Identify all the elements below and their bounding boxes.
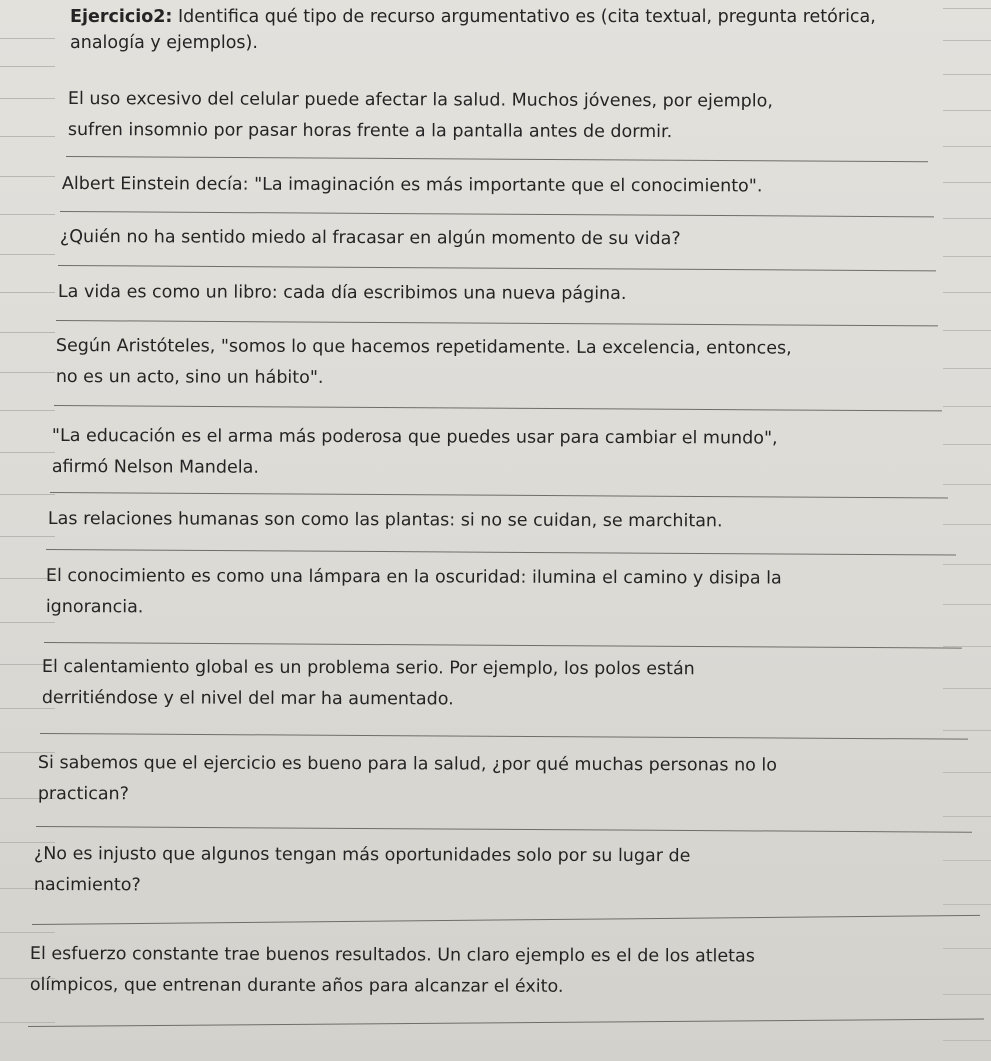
item-text-line: sufren insomnio por pasar horas frente a la pantalla antes de dormir. bbox=[67, 119, 673, 143]
exercise-item bbox=[46, 561, 782, 626]
answer-line[interactable] bbox=[58, 265, 936, 271]
answer-line[interactable] bbox=[32, 915, 980, 925]
item-text-line: olímpicos, que entrenan durante años para alcanzar el éxito. bbox=[29, 974, 564, 997]
answer-line[interactable] bbox=[60, 211, 934, 217]
item-text-line: nacimiento? bbox=[33, 874, 141, 896]
item-text-line: ¿Quién no ha sentido miedo al fracasar en algún momento de su vida? bbox=[59, 226, 681, 250]
exercise-item bbox=[56, 331, 792, 396]
item-text-line: practican? bbox=[37, 783, 129, 805]
answer-line[interactable] bbox=[66, 156, 928, 162]
item-text-line: Si sabemos que el ejercicio es bueno para la salud, ¿por qué muchas personas no lo bbox=[37, 753, 778, 776]
exercise-item bbox=[38, 748, 777, 813]
answer-line[interactable] bbox=[46, 549, 956, 556]
item-text-line: derritiéndose y el nivel del mar ha aumentado. bbox=[41, 687, 454, 710]
exercise-item bbox=[34, 839, 691, 903]
answer-line[interactable] bbox=[50, 492, 948, 498]
exercise-header bbox=[70, 4, 950, 56]
answer-line[interactable] bbox=[44, 642, 962, 649]
exercise-item bbox=[30, 939, 755, 1004]
answer-line[interactable] bbox=[36, 826, 972, 833]
exercise-item bbox=[52, 421, 778, 486]
exercise-item bbox=[68, 84, 773, 148]
item-text-line: Según Aristóteles, "somos lo que hacemos repetidamente. La excelencia, entonces, bbox=[55, 335, 792, 359]
exercise-item bbox=[62, 169, 763, 202]
exercise-item bbox=[58, 277, 627, 310]
item-text-line: Albert Einstein decía: "La imaginación es más importante que el conocimiento". bbox=[61, 173, 763, 197]
item-text-line: El esfuerzo constante trae buenos resultados. Un claro ejemplo es el de los atletas bbox=[29, 944, 755, 967]
answer-line[interactable] bbox=[40, 733, 968, 740]
right-edge-lines bbox=[931, 0, 991, 1061]
answer-line[interactable] bbox=[28, 1018, 984, 1027]
item-text-line: Las relaciones humanas son como las plantas: si no se cuidan, se marchitan. bbox=[47, 508, 723, 532]
item-text-line: afirmó Nelson Mandela. bbox=[51, 456, 259, 478]
item-text-line: El conocimiento es como una lámpara en la oscuridad: ilumina el camino y disipa la bbox=[45, 566, 782, 589]
exercise-label: Ejercicio2: bbox=[70, 7, 173, 27]
exercise-item bbox=[48, 504, 723, 537]
exercise-item bbox=[60, 222, 681, 255]
item-text-line: El calentamiento global es un problema serio. Por ejemplo, los polos están bbox=[41, 657, 695, 680]
exercise-instruction: Identifica qué tipo de recurso argumentativo es (cita textual, pregunta retórica, analogía y ejemplos). bbox=[70, 7, 876, 53]
item-text-line: La vida es como un libro: cada día escribimos una nueva página. bbox=[57, 281, 627, 304]
answer-line[interactable] bbox=[54, 405, 942, 411]
exercise-item bbox=[42, 652, 695, 716]
item-text-line: "La educación es el arma más poderosa que puedes usar para cambiar el mundo", bbox=[51, 425, 778, 449]
item-text-line: El uso excesivo del celular puede afectar la salud. Muchos jóvenes, por ejemplo, bbox=[67, 88, 773, 112]
item-text-line: ignorancia. bbox=[45, 596, 144, 618]
answer-line[interactable] bbox=[56, 320, 938, 326]
item-text-line: ¿No es injusto que algunos tengan más oportunidades solo por su lugar de bbox=[33, 844, 691, 867]
item-text-line: no es un acto, sino un hábito". bbox=[55, 366, 324, 388]
